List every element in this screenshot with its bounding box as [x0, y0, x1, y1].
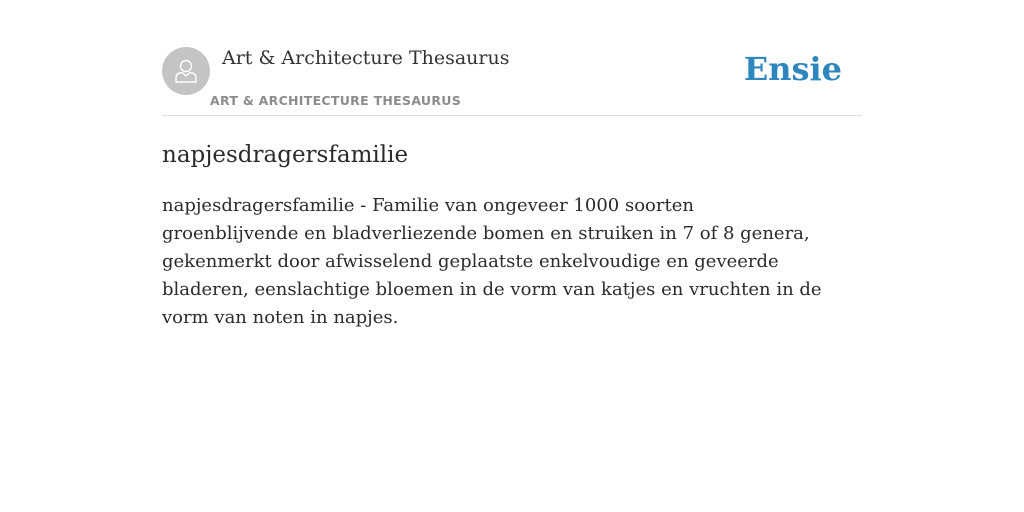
avatar[interactable]	[162, 47, 210, 95]
user-icon	[171, 56, 201, 86]
page-header	[162, 40, 862, 116]
source-title[interactable]: Art & Architecture Thesaurus	[222, 47, 510, 69]
source-subtitle[interactable]: ART & ARCHITECTURE THESAURUS	[210, 93, 462, 108]
page-title: napjesdragersfamilie	[162, 142, 409, 168]
definition-text: napjesdragersfamilie - Familie van ongeveer 1000 soorten groenblijvende en bladverliezende bomen en struiken in 7 of 8 genera, gekenmerkt door afwisselend geplaatste enkelvoudige en geveerde bladeren, eenslachtige bloemen in de vorm van katjes en vruchten in de vorm van noten in napjes.	[162, 195, 822, 328]
ensie-logo[interactable]: Ensie	[743, 50, 842, 88]
